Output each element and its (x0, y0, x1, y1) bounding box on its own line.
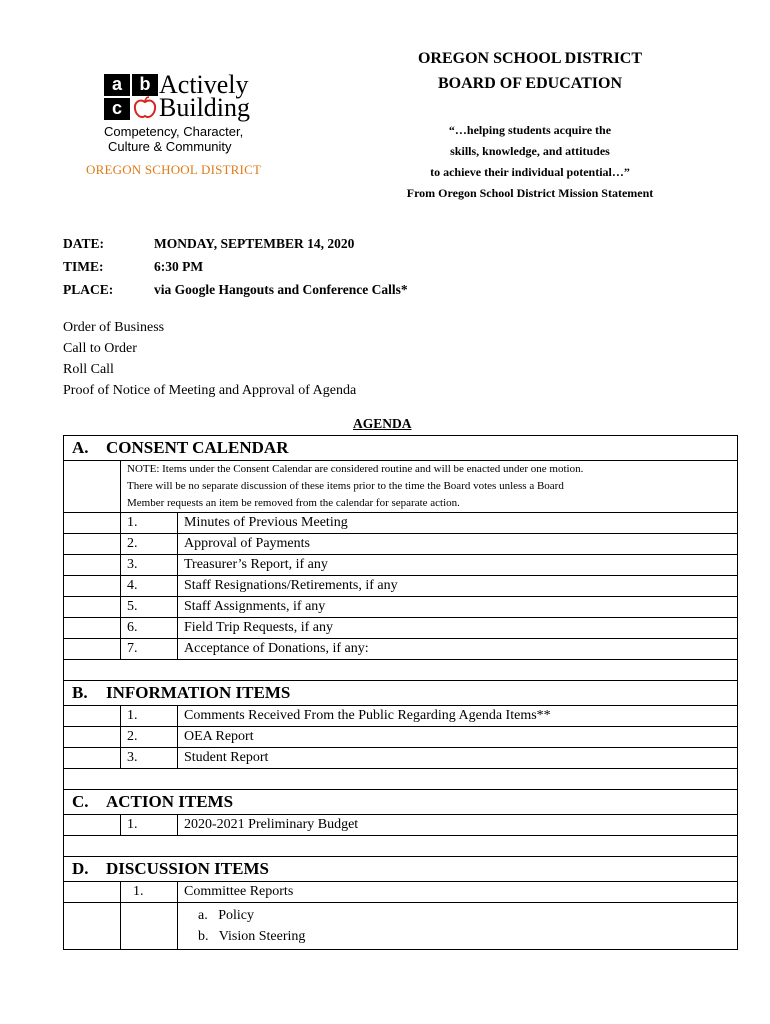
agenda-item: 6. Field Trip Requests, if any (64, 618, 738, 639)
district-logo (86, 70, 304, 182)
quote-line-1: “…helping students acquire the (448, 123, 612, 137)
order-line: Order of Business (63, 320, 165, 335)
apple-icon (132, 96, 158, 120)
section-title: ACTION ITEMS (106, 792, 234, 811)
quote-source: From Oregon School District Mission Statement (406, 186, 654, 200)
logo-box-a: a (104, 74, 130, 96)
order-of-business (63, 317, 356, 401)
logo-word-actively: Actively (159, 70, 249, 99)
section-letter: A. (72, 438, 89, 457)
agenda-item: 4. Staff Resignations/Retirements, if any (64, 576, 738, 597)
agenda-item: 3. Treasurer’s Report, if any (64, 555, 738, 576)
section-title: CONSENT CALENDAR (106, 438, 289, 457)
place-label: PLACE: (63, 282, 114, 297)
section-letter: C. (72, 792, 89, 811)
logo-tagline-2: Culture & Community (108, 139, 232, 154)
place-value: via Google Hangouts and Conference Calls* (154, 282, 408, 297)
agenda-heading: AGENDA (353, 416, 412, 431)
agenda-item: 2. OEA Report (64, 727, 738, 748)
section-header (64, 681, 738, 706)
mission-quote (350, 120, 710, 204)
agenda-item: 3. Student Report (64, 748, 738, 769)
logo-word-building: Building (159, 93, 251, 122)
quote-line-2: skills, knowledge, and attitudes (450, 144, 610, 158)
agenda-item: 7. Acceptance of Donations, if any: (64, 639, 738, 660)
meeting-info (63, 232, 408, 301)
agenda-item: 1. Comments Received From the Public Regarding Agenda Items** (64, 706, 738, 727)
logo-box-b: b (132, 74, 158, 96)
order-line: Call to Order (63, 341, 137, 356)
agenda-item: 2. Approval of Payments (64, 534, 738, 555)
board-title: BOARD OF EDUCATION (437, 75, 622, 92)
section-letter: D. (72, 859, 89, 878)
date-value: MONDAY, SEPTEMBER 14, 2020 (154, 236, 355, 251)
subitem-list (178, 903, 738, 950)
subitem: b. Vision Steering (198, 929, 306, 944)
time-label: TIME: (63, 259, 104, 274)
district-title: OREGON SCHOOL DISTRICT (417, 50, 643, 67)
order-line: Proof of Notice of Meeting and Approval of Agenda (63, 383, 357, 398)
consent-note-row (64, 461, 738, 513)
subitem: a. Policy (198, 908, 254, 923)
order-line: Roll Call (63, 362, 114, 377)
section-title: INFORMATION ITEMS (106, 683, 291, 702)
agenda-table (63, 435, 738, 950)
agenda-item: 1. Committee Reports (64, 882, 738, 903)
logo-box-c: c (104, 98, 130, 120)
section-title: DISCUSSION ITEMS (106, 859, 269, 878)
spacer-row (64, 836, 738, 857)
consent-note: NOTE: Items under the Consent Calendar are considered routine and will be enacted under one motion. There will be no separate discussion of these items prior to the time the Board votes unless a Board Member requests an item be removed from the calendar for separate action. (121, 461, 738, 513)
section-header (64, 790, 738, 815)
agenda-item: 5. Staff Assignments, if any (64, 597, 738, 618)
spacer-row (64, 769, 738, 790)
subitem-row (64, 903, 738, 950)
quote-line-3: to achieve their individual potential…” (430, 165, 630, 179)
logo-tagline-1: Competency, Character, (104, 124, 244, 139)
section-header (64, 436, 738, 461)
logo-district-name: OREGON SCHOOL DISTRICT (86, 162, 262, 177)
section-letter: B. (72, 683, 88, 702)
time-value: 6:30 PM (154, 259, 204, 274)
agenda-item: 1. 2020-2021 Preliminary Budget (64, 815, 738, 836)
date-label: DATE: (63, 236, 105, 251)
section-header (64, 857, 738, 882)
agenda-item: 1. Minutes of Previous Meeting (64, 513, 738, 534)
spacer-row (64, 660, 738, 681)
